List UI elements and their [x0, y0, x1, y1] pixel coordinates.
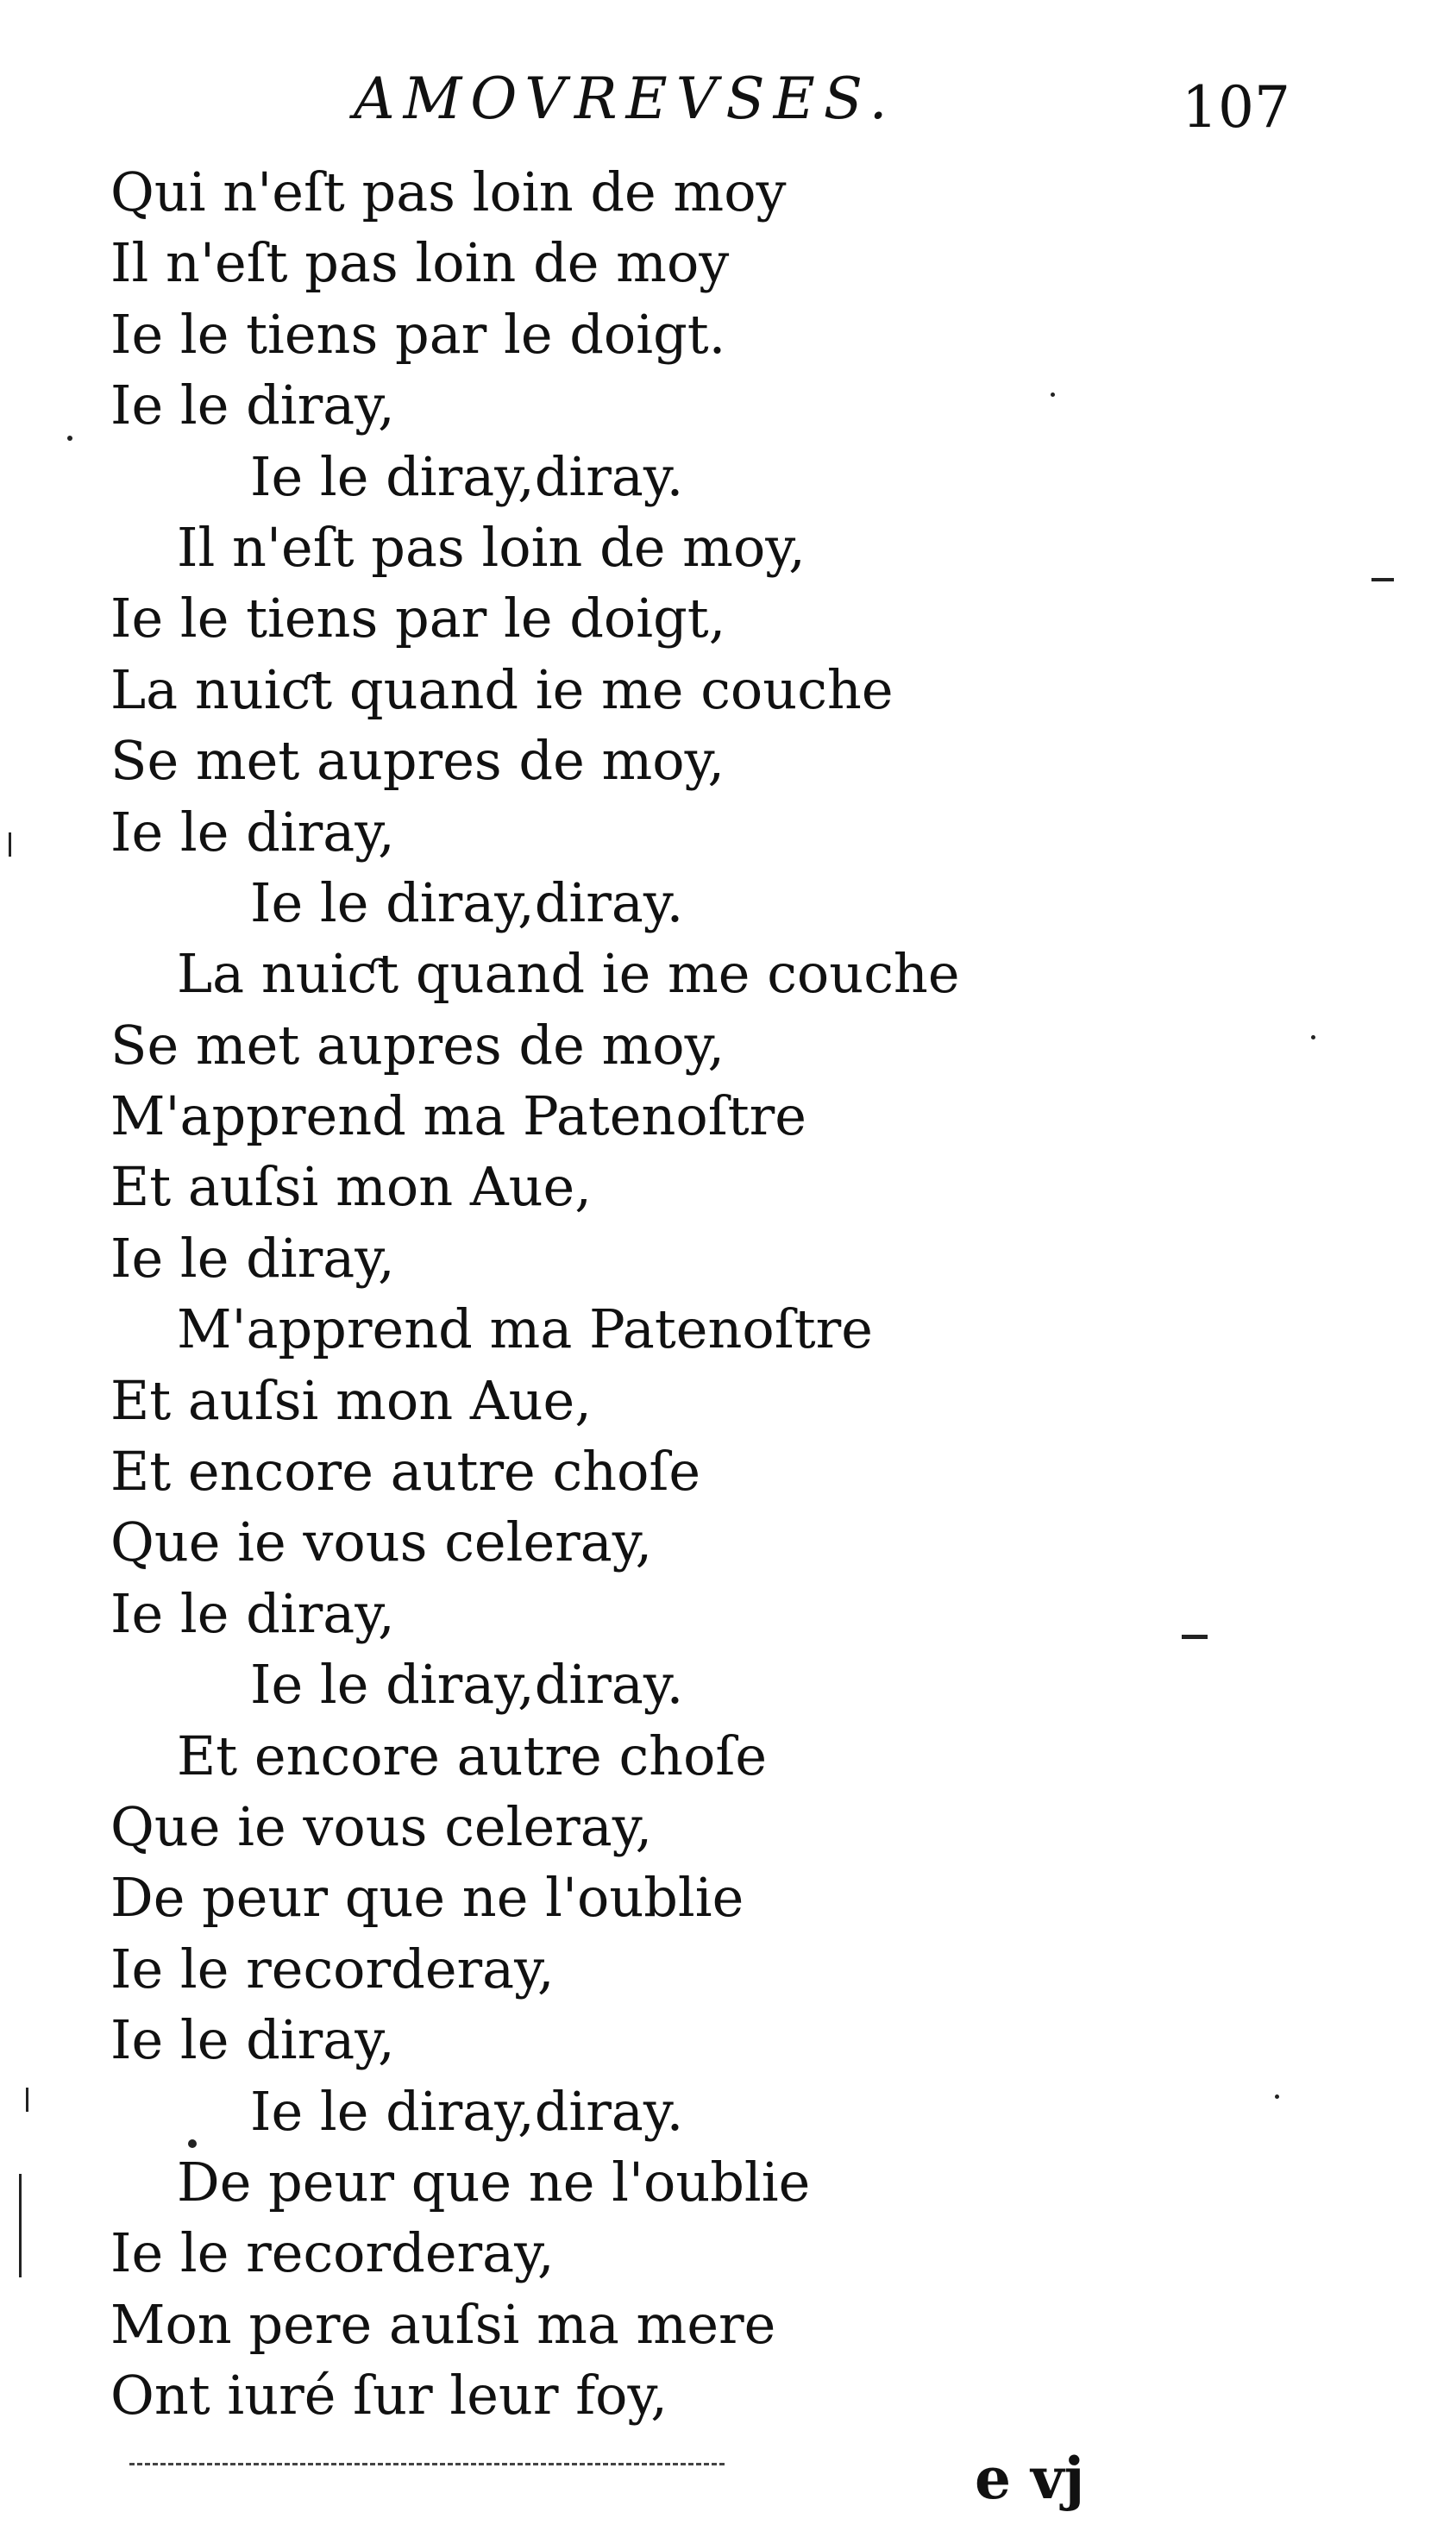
verse-line: Ie le diray,diray.: [250, 870, 684, 934]
verse-line: Ie le diray,: [110, 1581, 395, 1645]
signature-mark: e vj: [975, 2445, 1085, 2512]
verse-line: La nuiƈt quand ie me couche: [177, 942, 960, 1006]
verse-line: Ie le diray,diray.: [250, 2079, 684, 2143]
verse-line: Qui n'eſt pas loin de moy: [110, 160, 787, 223]
verse-line: Ie le diray,diray.: [250, 1653, 684, 1717]
margin-rule: [26, 2088, 28, 2112]
verse-line: La nuiƈt quand ie me couche: [110, 657, 894, 721]
verse-line: Ie le tiens par le doigt.: [110, 302, 726, 366]
verse-line: Ie le diray,diray.: [250, 444, 684, 508]
verse-line: Il n'eſt pas loin de moy: [110, 231, 730, 295]
verse-line: Ie le diray,: [110, 1226, 395, 1290]
verse-line: De peur que ne l'oublie: [177, 2150, 811, 2214]
verse-line: Ie le recorderay,: [110, 2221, 555, 2285]
verse-line: Se met aupres de moy,: [110, 729, 725, 793]
ink-speck: [188, 2139, 197, 2148]
page-number: 107: [1182, 74, 1290, 141]
ink-speck: [1311, 1035, 1315, 1039]
ink-speck: [1371, 578, 1394, 581]
verse-line: M'apprend ma Patenoſtre: [177, 1297, 873, 1361]
verse-line: Se met aupres de moy,: [110, 1013, 725, 1077]
margin-rule: [9, 832, 11, 857]
ink-speck: [1051, 393, 1055, 397]
verse-line: Mon pere auſsi ma mere: [110, 2292, 776, 2356]
ink-speck: [1182, 1635, 1208, 1639]
running-head: AMOVREVSES.: [354, 66, 896, 132]
verse-line: Que ie vous celeray,: [110, 1510, 653, 1574]
verse-line: Ie le recorderay,: [110, 1937, 555, 2000]
verse-line: De peur que ne l'oublie: [110, 1866, 744, 1930]
verse-line: Et auſsi mon Aue,: [110, 1155, 592, 1219]
verse-line: M'apprend ma Patenoſtre: [110, 1084, 806, 1148]
ink-speck: [1275, 2095, 1279, 2099]
verse-line: Ont iuré ſur leur foy,: [110, 2364, 668, 2427]
verse-line: Ie le diray,: [110, 800, 395, 864]
verse-line: Et auſsi mon Aue,: [110, 1368, 592, 1432]
printed-dash-rule: [129, 2463, 725, 2465]
verse-text: [0, 157, 1070, 2432]
verse-line: Ie le diray,: [110, 374, 395, 437]
verse-line: Et encore autre choſe: [110, 1440, 701, 1504]
ink-speck: [67, 436, 72, 441]
verse-line: Il n'eſt pas loin de moy,: [177, 515, 806, 579]
verse-line: Ie le diray,: [110, 2008, 395, 2072]
margin-rule: [19, 2174, 22, 2277]
verse-line: Que ie vous celeray,: [110, 1794, 653, 1858]
verse-line: Et encore autre choſe: [177, 1724, 768, 1787]
verse-line: Ie le tiens par le doigt,: [110, 587, 726, 650]
